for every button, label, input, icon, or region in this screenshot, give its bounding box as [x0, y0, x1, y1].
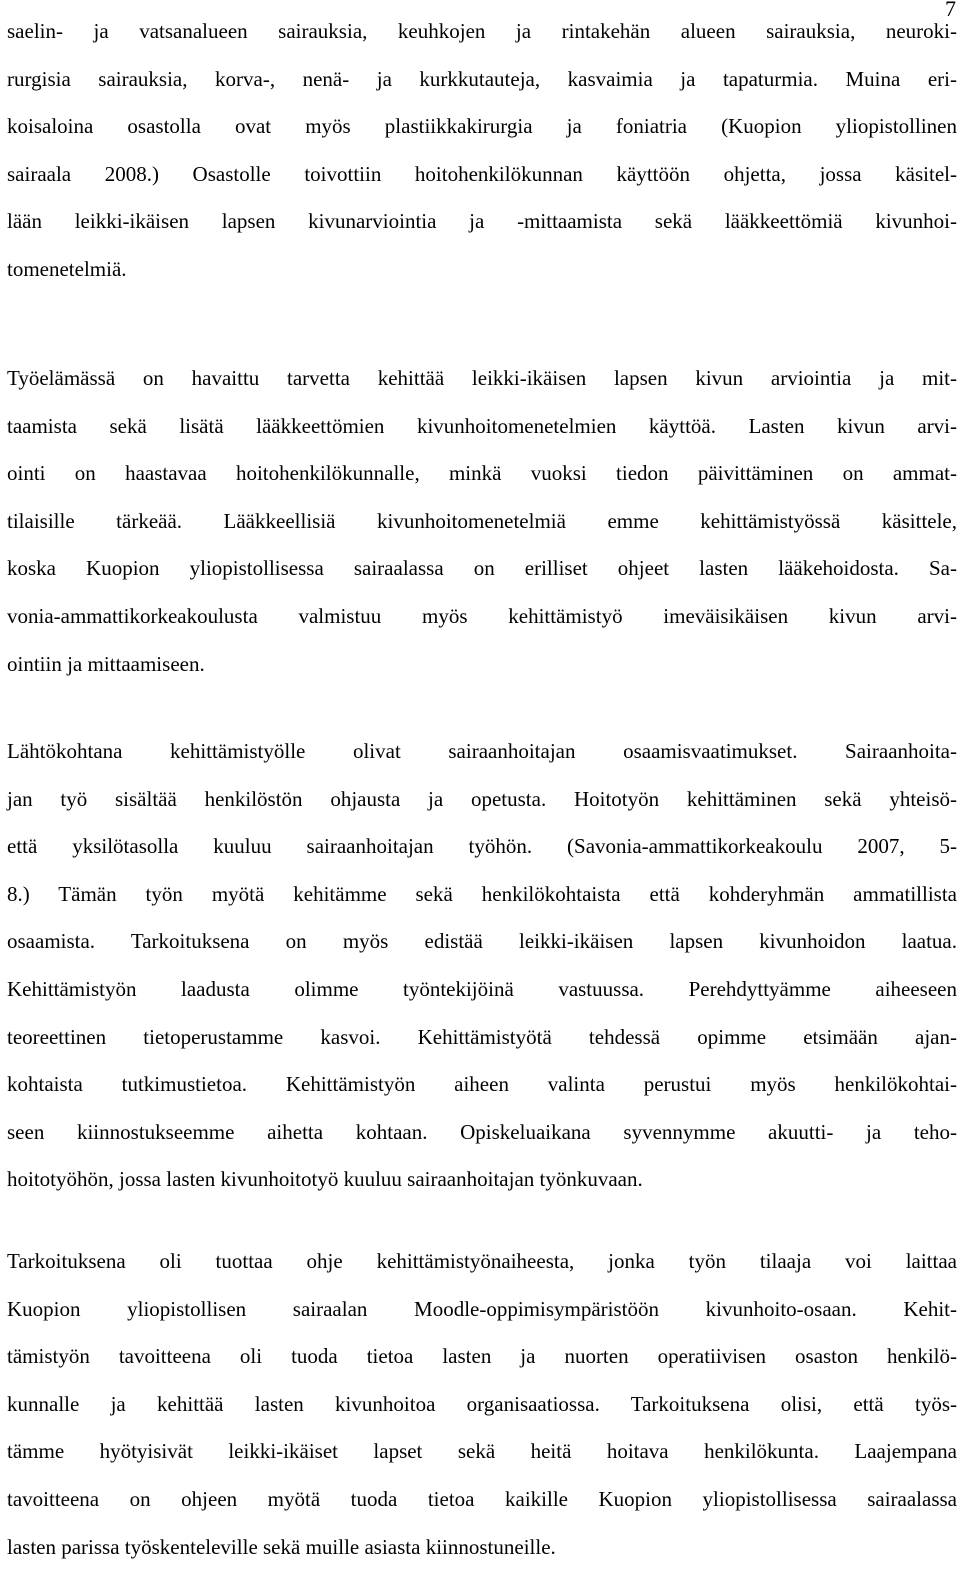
paragraph-line: tämme hyötyisivät leikki-ikäiset lapset sekä heitä hoitava henkilökunta. Laajempana	[7, 1439, 957, 1464]
page-number: 7	[945, 0, 956, 21]
paragraph-line: seen kiinnostukseemme aihetta kohtaan. Opiskeluaikana syvennymme akuutti- ja teho-	[7, 1119, 957, 1144]
paragraph-3	[7, 728, 957, 1204]
paragraph-line: saelin- ja vatsanalueen sairauksia, keuhkojen ja rintakehän alueen sairauksia, neuroki-	[7, 19, 957, 43]
paragraph-line: osaamista. Tarkoituksena on myös edistää leikki-ikäisen lapsen kivunhoidon laatua.	[7, 929, 957, 954]
paragraph-line: Kehittämistyön laadusta olimme työntekijöinä vastuussa. Perehdyttyämme aiheeseen	[7, 976, 957, 1001]
paragraph-line: vonia-ammattikorkeakoulusta valmistuu myös kehittämistyö imeväisikäisen kivun arvi-	[7, 603, 957, 628]
paragraph-line: teoreettinen tietoperustamme kasvoi. Kehittämistyötä tehdessä opimme etsimään ajan-	[7, 1024, 957, 1049]
paragraph-line: lasten parissa työskenteleville sekä muille asiasta kiinnostuneille.	[7, 1534, 556, 1559]
paragraph-line: Tarkoituksena oli tuottaa ohje kehittämistyönaiheesta, jonka työn tilaaja voi laittaa	[7, 1249, 957, 1273]
paragraph-line: ointi on haastavaa hoitohenkilökunnalle, minkä vuoksi tiedon päivittäminen on ammat-	[7, 461, 957, 486]
paragraph-line: taamista sekä lisätä lääkkeettömien kivunhoitomenetelmien käyttöä. Lasten kivun arvi-	[7, 413, 957, 438]
paragraph-line: jan työ sisältää henkilöstön ohjausta ja opetusta. Hoitotyön kehittäminen sekä yhteisö-	[7, 786, 957, 811]
paragraph-line: tavoitteena on ohjeen myötä tuoda tietoa kaikille Kuopion yliopistollisessa sairaalassa	[7, 1486, 957, 1511]
paragraph-line: tomenetelmiä.	[7, 256, 127, 281]
paragraph-line: tämistyön tavoitteena oli tuoda tietoa lasten ja nuorten operatiivisen osaston henkilö-	[7, 1344, 957, 1369]
paragraph-line: lään leikki-ikäisen lapsen kivunarviointia ja -mittaamista sekä lääkkeettömiä kivunhoi-	[7, 209, 957, 234]
paragraph-line: sairaala 2008.) Osastolle toivottiin hoitohenkilökunnan käyttöön ohjetta, jossa käsitel-	[7, 161, 957, 186]
paragraph-4	[7, 1238, 957, 1571]
paragraph-line: tilaisille tärkeää. Lääkkeellisiä kivunhoitomenetelmiä emme kehittämistyössä käsittele,	[7, 508, 957, 533]
paragraph-line: kohtaista tutkimustietoa. Kehittämistyön aiheen valinta perustui myös henkilökohtai-	[7, 1072, 957, 1097]
paragraph-line: 8.) Tämän työn myötä kehitämme sekä henkilökohtaista että kohderyhmän ammatillista	[7, 881, 957, 906]
paragraph-line: ointiin ja mittaamiseen.	[7, 651, 205, 676]
paragraph-1	[7, 8, 957, 294]
paragraph-line: kunnalle ja kehittää lasten kivunhoitoa organisaatiossa. Tarkoituksena olisi, että työs-	[7, 1391, 957, 1416]
paragraph-line: että yksilötasolla kuuluu sairaanhoitajan työhön. (Savonia-ammattikorkeakoulu 2007, 5-	[7, 834, 957, 859]
paragraph-2	[7, 355, 957, 688]
paragraph-line: koska Kuopion yliopistollisessa sairaalassa on erilliset ohjeet lasten lääkehoidosta. Sa-	[7, 556, 957, 581]
paragraph-line: rurgisia sairauksia, korva-, nenä- ja kurkkutauteja, kasvaimia ja tapaturmia. Muina eri-	[7, 66, 957, 91]
paragraph-line: Kuopion yliopistollisen sairaalan Moodle-oppimisympäristöön kivunhoito-osaan. Kehit-	[7, 1296, 957, 1321]
paragraph-line: koisaloina osastolla ovat myös plastiikkakirurgia ja foniatria (Kuopion yliopistollinen	[7, 114, 957, 139]
paragraph-line: Työelämässä on havaittu tarvetta kehittää leikki-ikäisen lapsen kivun arviointia ja mit-	[7, 366, 957, 390]
paragraph-line: hoitotyöhön, jossa lasten kivunhoitotyö kuuluu sairaanhoitajan työnkuvaan.	[7, 1167, 643, 1192]
paragraph-line: Lähtökohtana kehittämistyölle olivat sairaanhoitajan osaamisvaatimukset. Sairaanhoita-	[7, 739, 957, 763]
